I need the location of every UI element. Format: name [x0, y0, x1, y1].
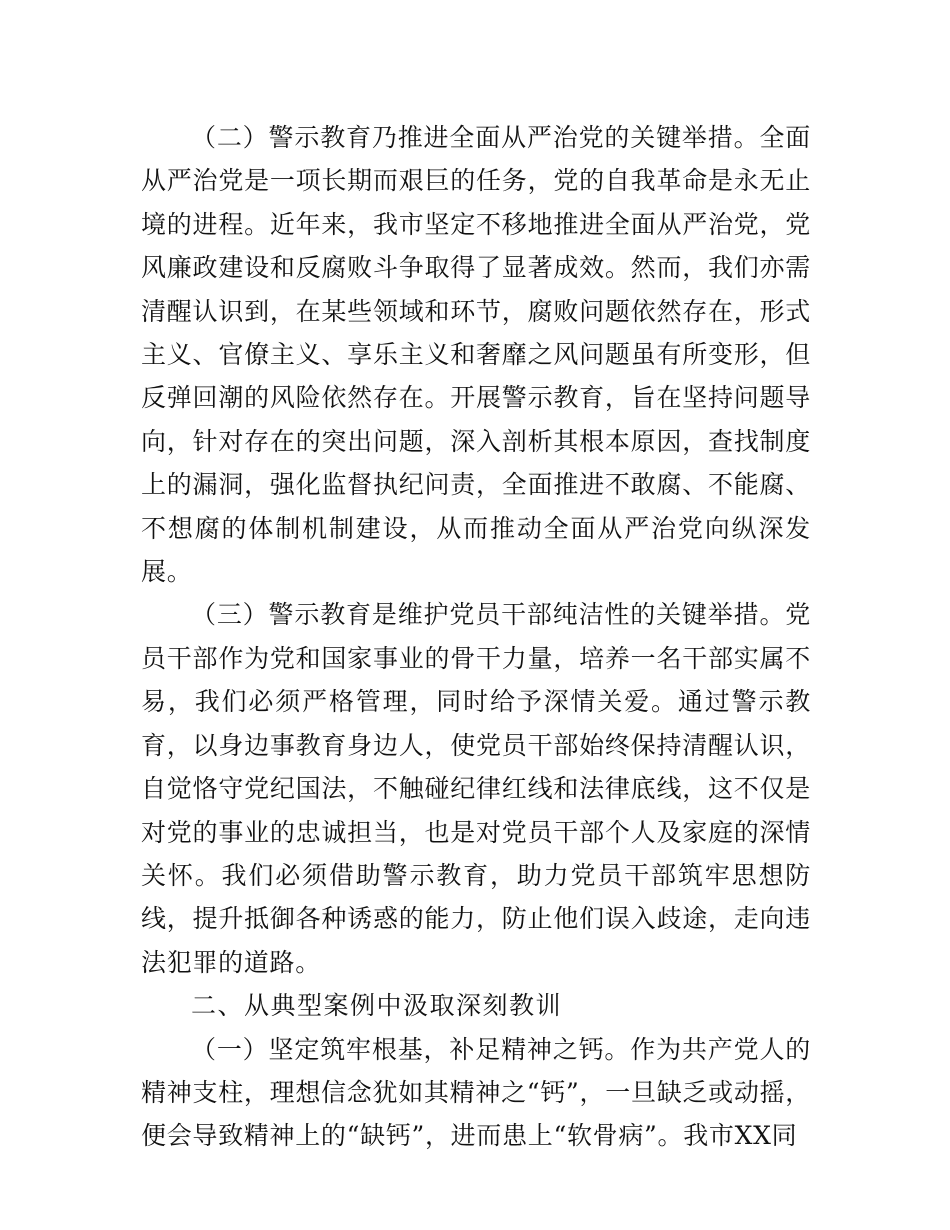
- section-heading-typical-cases: 二、从典型案例中汲取深刻教训: [191, 991, 563, 1021]
- paragraph-warning-education-cadre-purity: （三）警示教育是维护党员干部纯洁性的关键举措。党员干部作为党和国家事业的骨干力量，培养一名干部实属不易，我们必须严格管理，同时给予深情关爱。通过警示教育，以身边事教育身边人，使党员干部始终保持清醒认识，自觉恪守党纪国法，不触碰纪律红线和法律底线，这不仅是对党的事业的忠诚担当，也是对党员干部个人及家庭的深情关怀。我们必须借助警示教育，助力党员干部筑牢思想防线，提升抵御各种诱惑的能力，防止他们误入歧途，走向违法犯罪的道路。: [141, 600, 811, 977]
- paragraph-ideals-and-beliefs: （一）坚定筑牢根基，补足精神之钙。作为共产党人的精神支柱，理想信念犹如其精神之“钙”，一旦缺乏或动摇，便会导致精神上的“缺钙”，进而患上“软骨病”。我市XX同: [141, 1034, 811, 1151]
- document-body: [141, 116, 811, 1158]
- paragraph-warning-education-party-governance: （二）警示教育乃推进全面从严治党的关键举措。全面从严治党是一项长期而艰巨的任务，党的自我革命是永无止境的进程。近年来，我市坚定不移地推进全面从严治党，党风廉政建设和反腐败斗争取得了显著成效。然而，我们亦需清醒认识到，在某些领域和环节，腐败问题依然存在，形式主义、官僚主义、享乐主义和奢靡之风问题虽有所变形，但反弹回潮的风险依然存在。开展警示教育，旨在坚持问题导向，针对存在的突出问题，深入剖析其根本原因，查找制度上的漏洞，强化监督执纪问责，全面推进不敢腐、不能腐、不想腐的体制机制建设，从而推动全面从严治党向纵深发展。: [141, 123, 811, 587]
